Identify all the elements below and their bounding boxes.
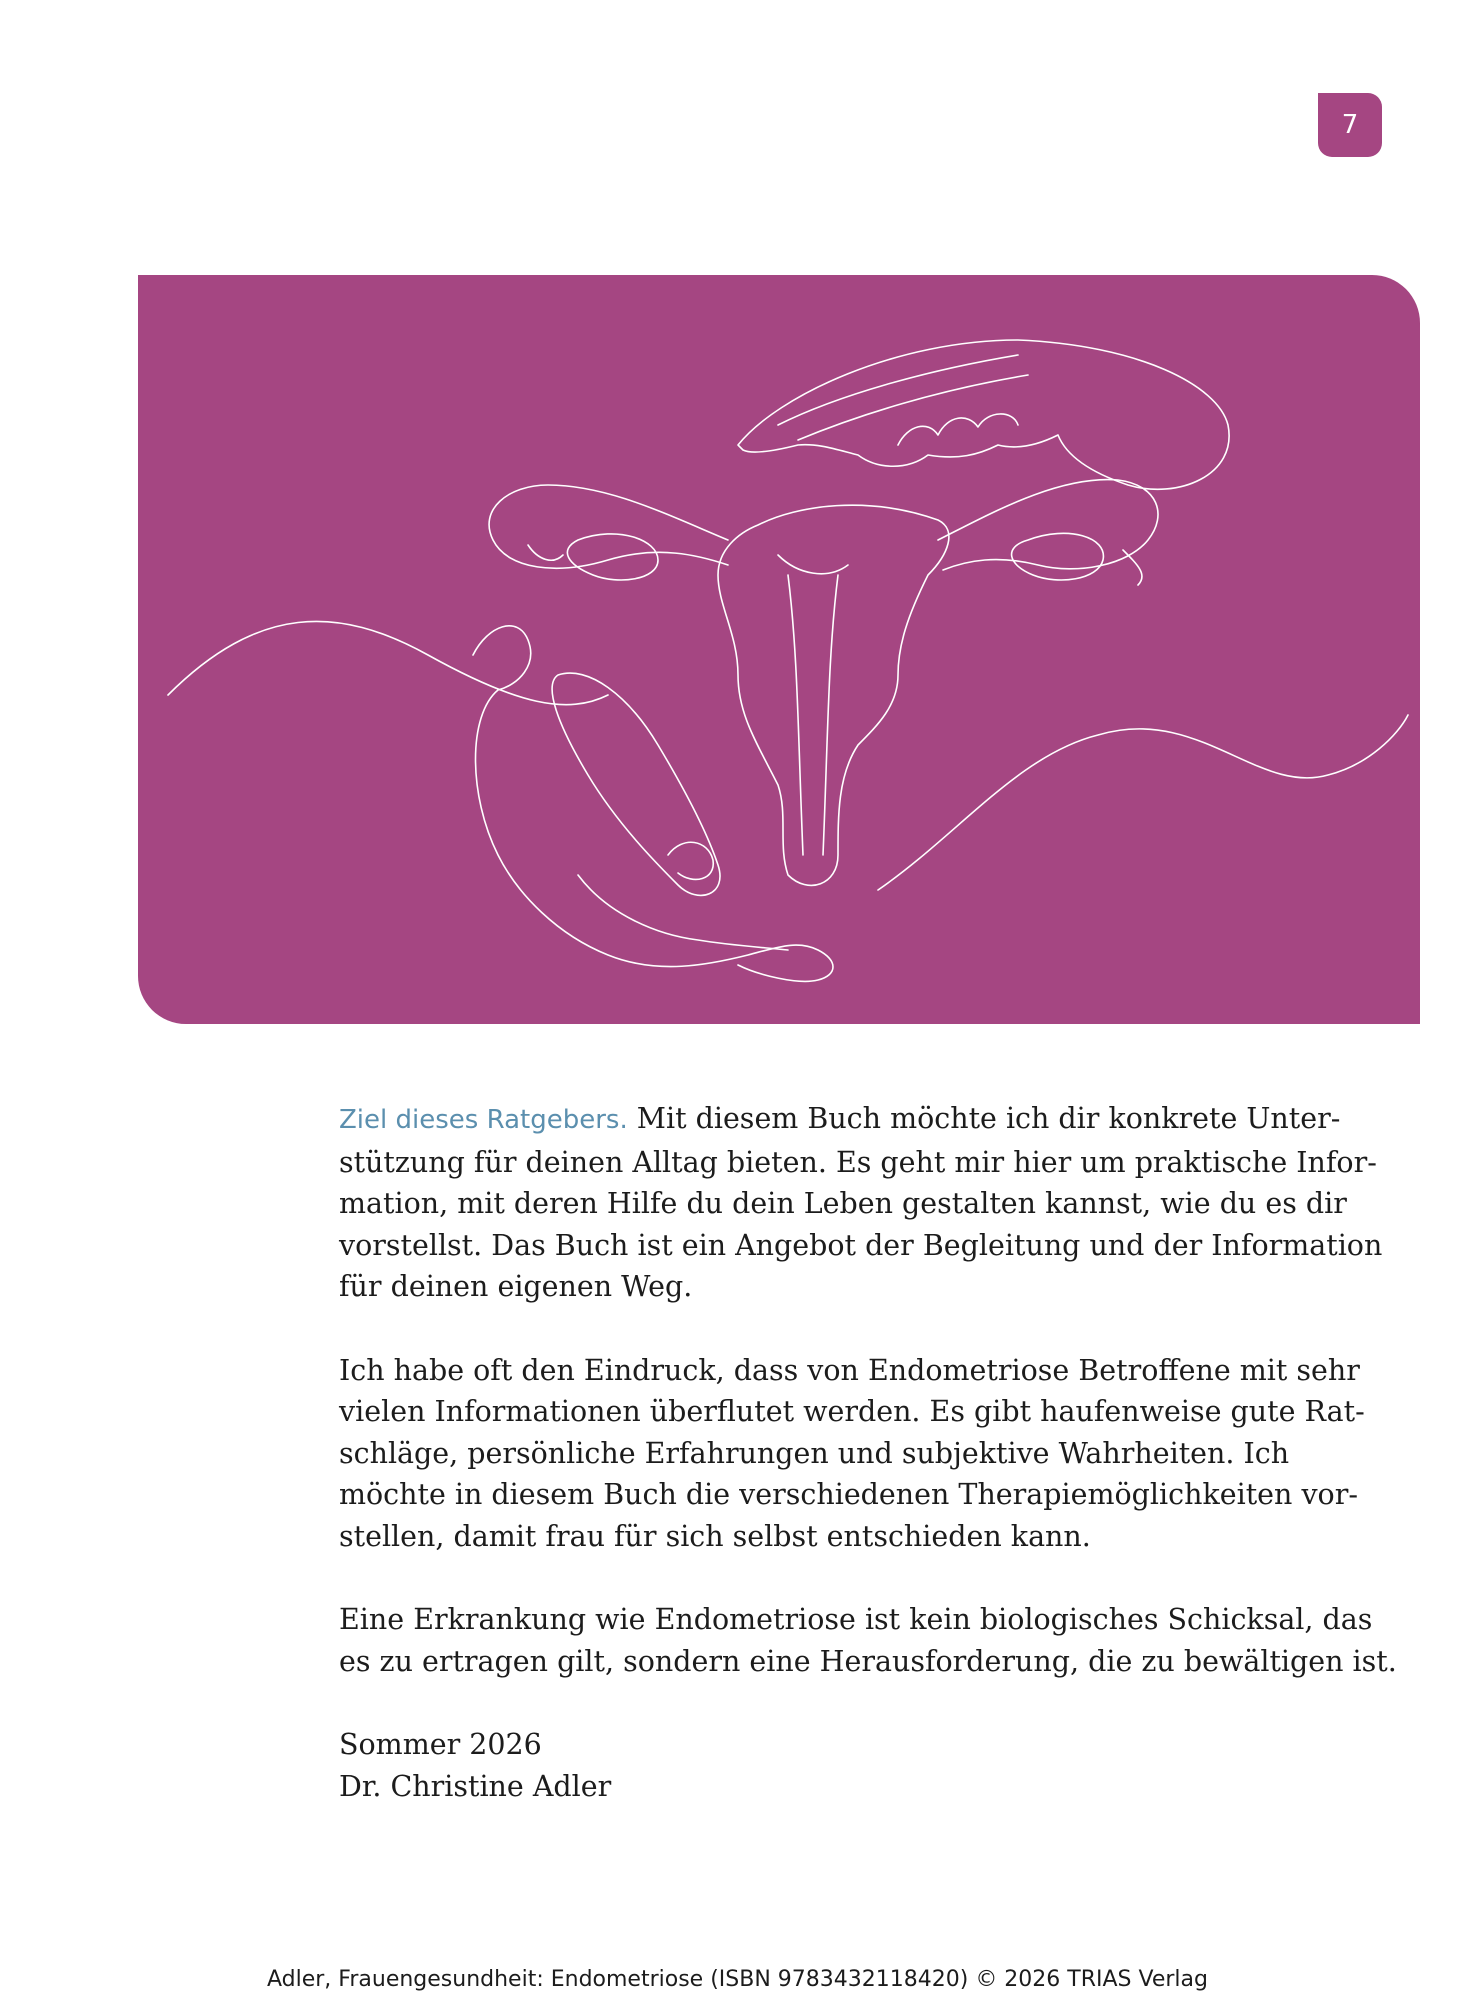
paragraph-line: es zu ertragen gilt, sondern eine Herausforderung, die zu bewältigen ist. [339,1644,1397,1678]
paragraph-line: mation, mit deren Hilfe du dein Leben gestalten kannst, wie du es dir [339,1187,1347,1221]
paragraph-line: stellen, damit frau für sich selbst entschieden kann. [339,1519,1091,1553]
signature-date: Sommer 2026 [339,1727,542,1761]
uterus-hands-line-illustration [138,275,1420,1024]
paragraph-line: Eine Erkrankung wie Endometriose ist kein biologisches Schicksal, das [339,1603,1373,1637]
paragraph-line: für deinen eigenen Weg. [339,1270,693,1304]
paragraph-line: vielen Informationen überflutet werden. Es gibt haufenweise gute Rat- [339,1395,1365,1429]
right-ovary [1012,533,1104,580]
uterus [718,505,949,885]
paragraph-1 [339,1098,1383,1308]
paragraph-line: schläge, persönliche Erfahrungen und subjektive Wahrheiten. Ich [339,1436,1290,1470]
paragraph-line: stützung für deinen Alltag bieten. Es geht mir hier um praktische Infor- [339,1145,1377,1179]
left-ovary [567,534,658,580]
signature-author: Dr. Christine Adler [339,1769,612,1803]
paragraph-2 [339,1350,1365,1558]
wave-line [168,621,608,704]
page-number-tab: 7 [1318,93,1382,157]
upper-hand [738,340,1229,489]
wave-line-right [878,715,1408,890]
paragraph-line: Ich habe oft den Eindruck, dass von Endometriose Betroffene mit sehr [339,1353,1360,1387]
right-fallopian-tube [938,480,1158,570]
paragraph-line: Ziel dieses Ratgebers. Mit diesem Buch möchte ich dir konkrete Unter- [339,1102,1341,1135]
signature [339,1724,1289,1807]
footer-citation: Adler, Frauengesundheit: Endometriose (ISBN 9783432118420) © 2026 TRIAS Verlag [266,1967,1208,1992]
paragraph-line: möchte in diesem Buch die verschiedenen Therapiemöglichkeiten vor- [339,1478,1358,1512]
body-text [339,1098,1397,1849]
section-lead: Ziel dieses Ratgebers. [339,1105,628,1135]
left-fallopian-tube [489,485,728,568]
paragraph-3 [339,1599,1397,1682]
paragraph-line: vorstellst. Das Buch ist ein Angebot der Begleitung und der Information [339,1228,1383,1262]
